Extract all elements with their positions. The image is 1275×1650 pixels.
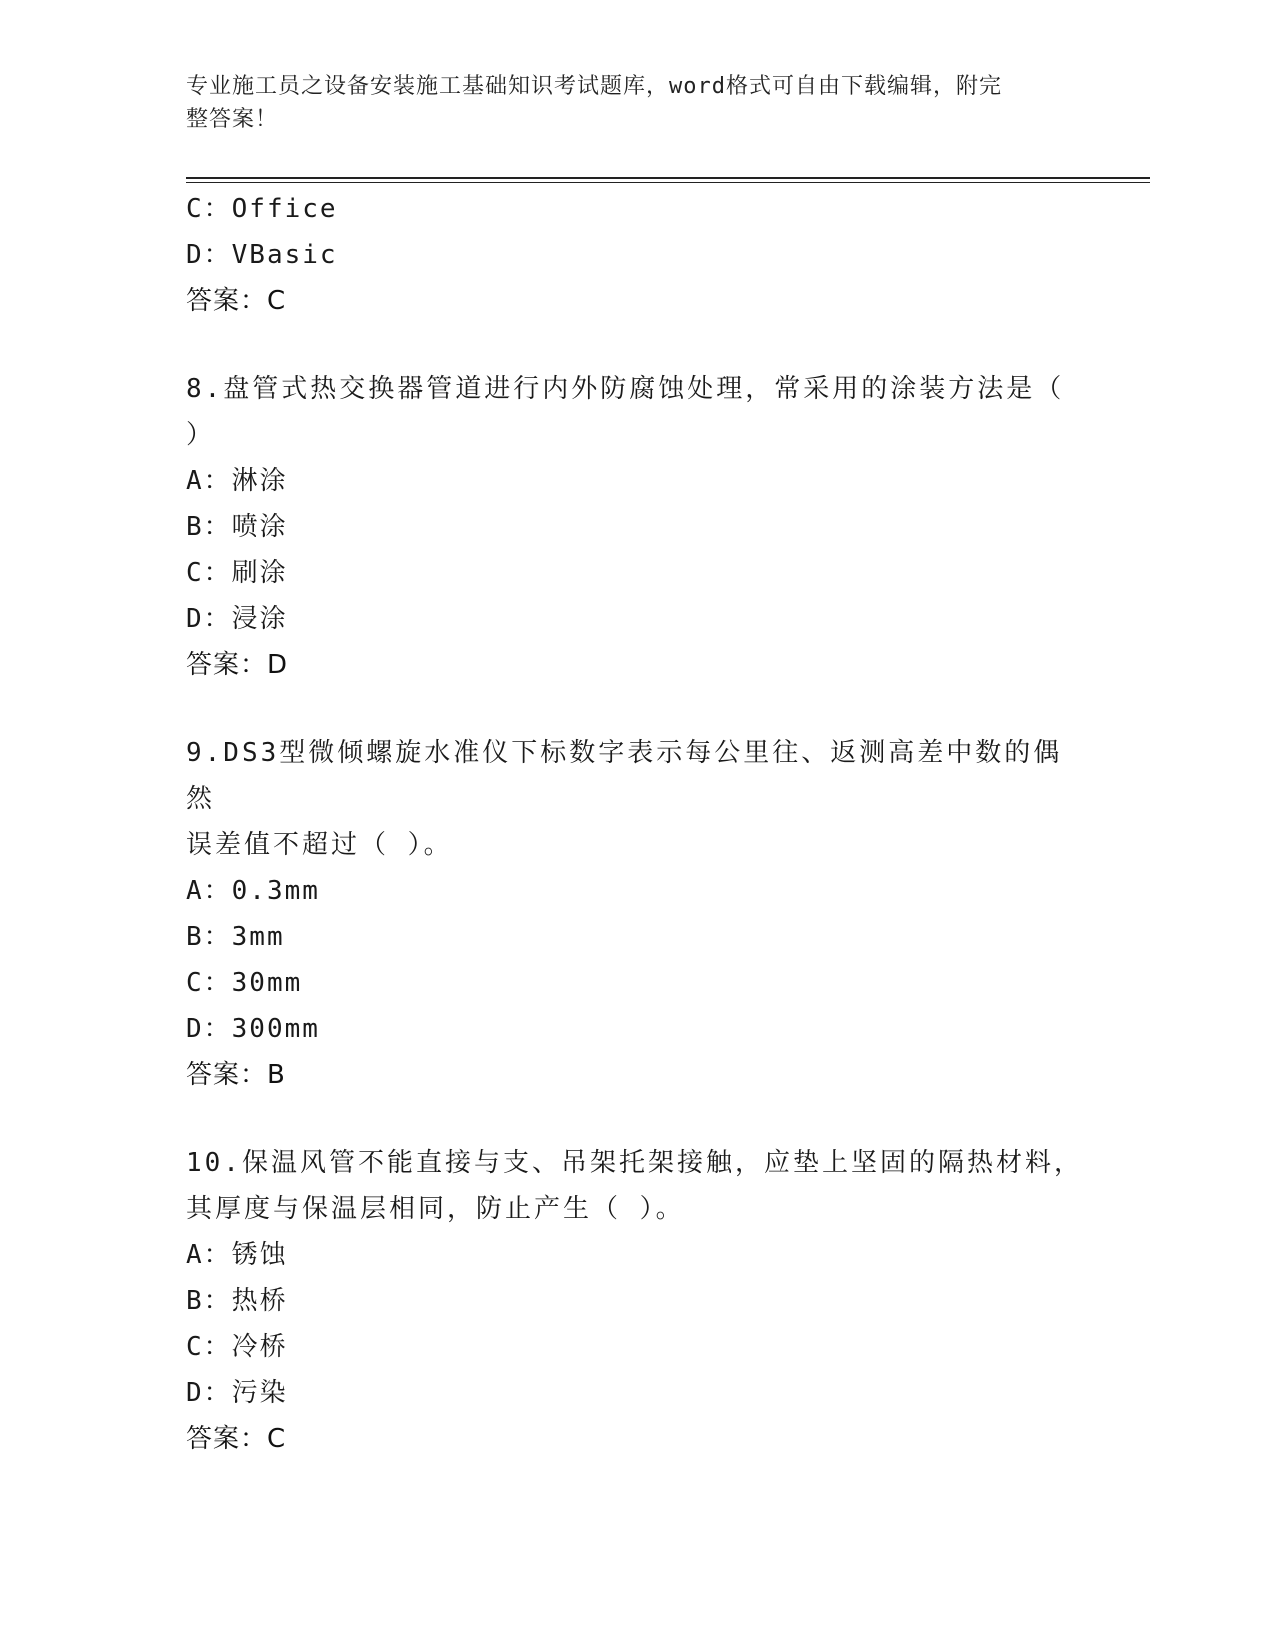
option-c: C：30mm [186, 968, 303, 998]
option-c: C：冷桥 [186, 1332, 288, 1362]
question-9 [186, 730, 1086, 1098]
answer-line: 答案：C [186, 1424, 287, 1454]
question-10 [186, 1140, 1086, 1462]
option-d: D：300mm [186, 1014, 320, 1044]
previous-question [186, 186, 1086, 324]
question-stem-line-1: 8.盘管式热交换器管道进行内外防腐蚀处理，常采用的涂装方法是（ [186, 374, 1065, 404]
option-a: A：锈蚀 [186, 1240, 288, 1270]
question-8 [186, 366, 1086, 688]
question-stem-line-2: 其厚度与保温层相同，防止产生（ ）。 [186, 1194, 685, 1224]
option-b: B：热桥 [186, 1286, 288, 1316]
question-list [186, 186, 1086, 1462]
question-stem-line-1: 10.保温风管不能直接与支、吊架托架接触，应垫上坚固的隔热材料， [186, 1148, 1083, 1178]
answer-line: 答案：C [186, 286, 287, 316]
option-d: D：VBasic [186, 240, 338, 270]
header-divider-thick [186, 177, 1150, 179]
header-line-2: 整答案！ [186, 107, 279, 132]
option-c: C：刷涂 [186, 558, 288, 588]
answer-line: 答案：B [186, 1060, 286, 1090]
question-stem-line-2: 误差值不超过（ ）。 [186, 830, 453, 860]
option-d: D：污染 [186, 1378, 288, 1408]
option-b: B：3mm [186, 922, 285, 952]
option-c: C：Office [186, 194, 338, 224]
header-divider-thin [186, 182, 1150, 183]
answer-line: 答案：D [186, 650, 289, 680]
header-line-1: 专业施工员之设备安装施工基础知识考试题库，word格式可自由下载编辑，附完 [186, 74, 1002, 99]
question-stem-line-1: 9.DS3型微倾螺旋水准仪下标数字表示每公里往、返测高差中数的偶然 [186, 738, 1063, 814]
option-d: D：浸涂 [186, 604, 288, 634]
option-a: A：0.3mm [186, 876, 320, 906]
option-b: B：喷涂 [186, 512, 288, 542]
document-header [186, 70, 1066, 136]
question-stem-line-2: ） [186, 420, 216, 450]
option-a: A：淋涂 [186, 466, 288, 496]
